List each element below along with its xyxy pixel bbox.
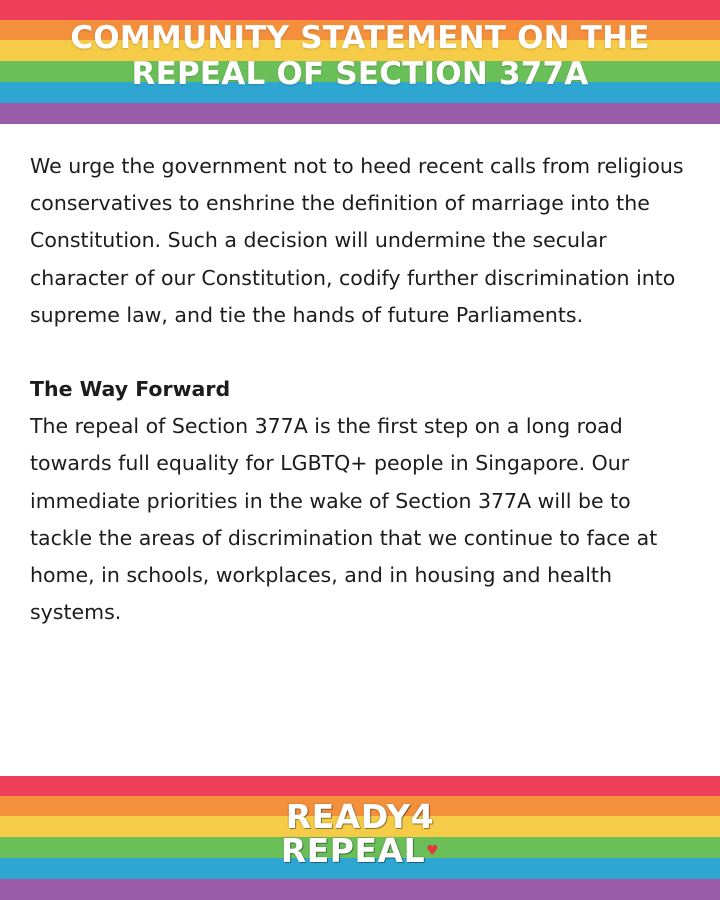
logo-line2 (0, 831, 720, 870)
section-heading: The Way Forward (30, 377, 231, 402)
stripe-red (0, 776, 720, 796)
stripe-red (0, 0, 720, 20)
page-title (0, 20, 720, 92)
statement-paragraph-1: We urge the government not to heed recent calls from religious conservatives to enshrine the definition of marriage into the Constitution. Such a decision will undermine the secular character of our Constitution, codify further discrimination into supreme law, and tie the hands of future Parliaments. (30, 154, 684, 327)
stripe-purple (0, 103, 720, 124)
logo-line1: READY4 (285, 797, 435, 836)
page-title-line1: COMMUNITY STATEMENT ON THE (70, 20, 650, 56)
statement-body (30, 148, 695, 631)
stripe-purple (0, 879, 720, 900)
page-title-line2: REPEAL OF SECTION 377A (131, 56, 589, 92)
heart-icon: ♥ (426, 843, 440, 859)
statement-paragraph-2: The repeal of Section 377A is the first step on a long road towards full equality for LGBTQ+ people in Singapore. Our immediate priorities in the wake of Section 377A will be to tackle the areas of discrimination that we continue to face at home, in schools, workplaces, and in housing and health systems. (30, 414, 658, 625)
logo-line2-text: REPEAL (280, 831, 426, 870)
ready4repeal-logo (0, 797, 720, 870)
